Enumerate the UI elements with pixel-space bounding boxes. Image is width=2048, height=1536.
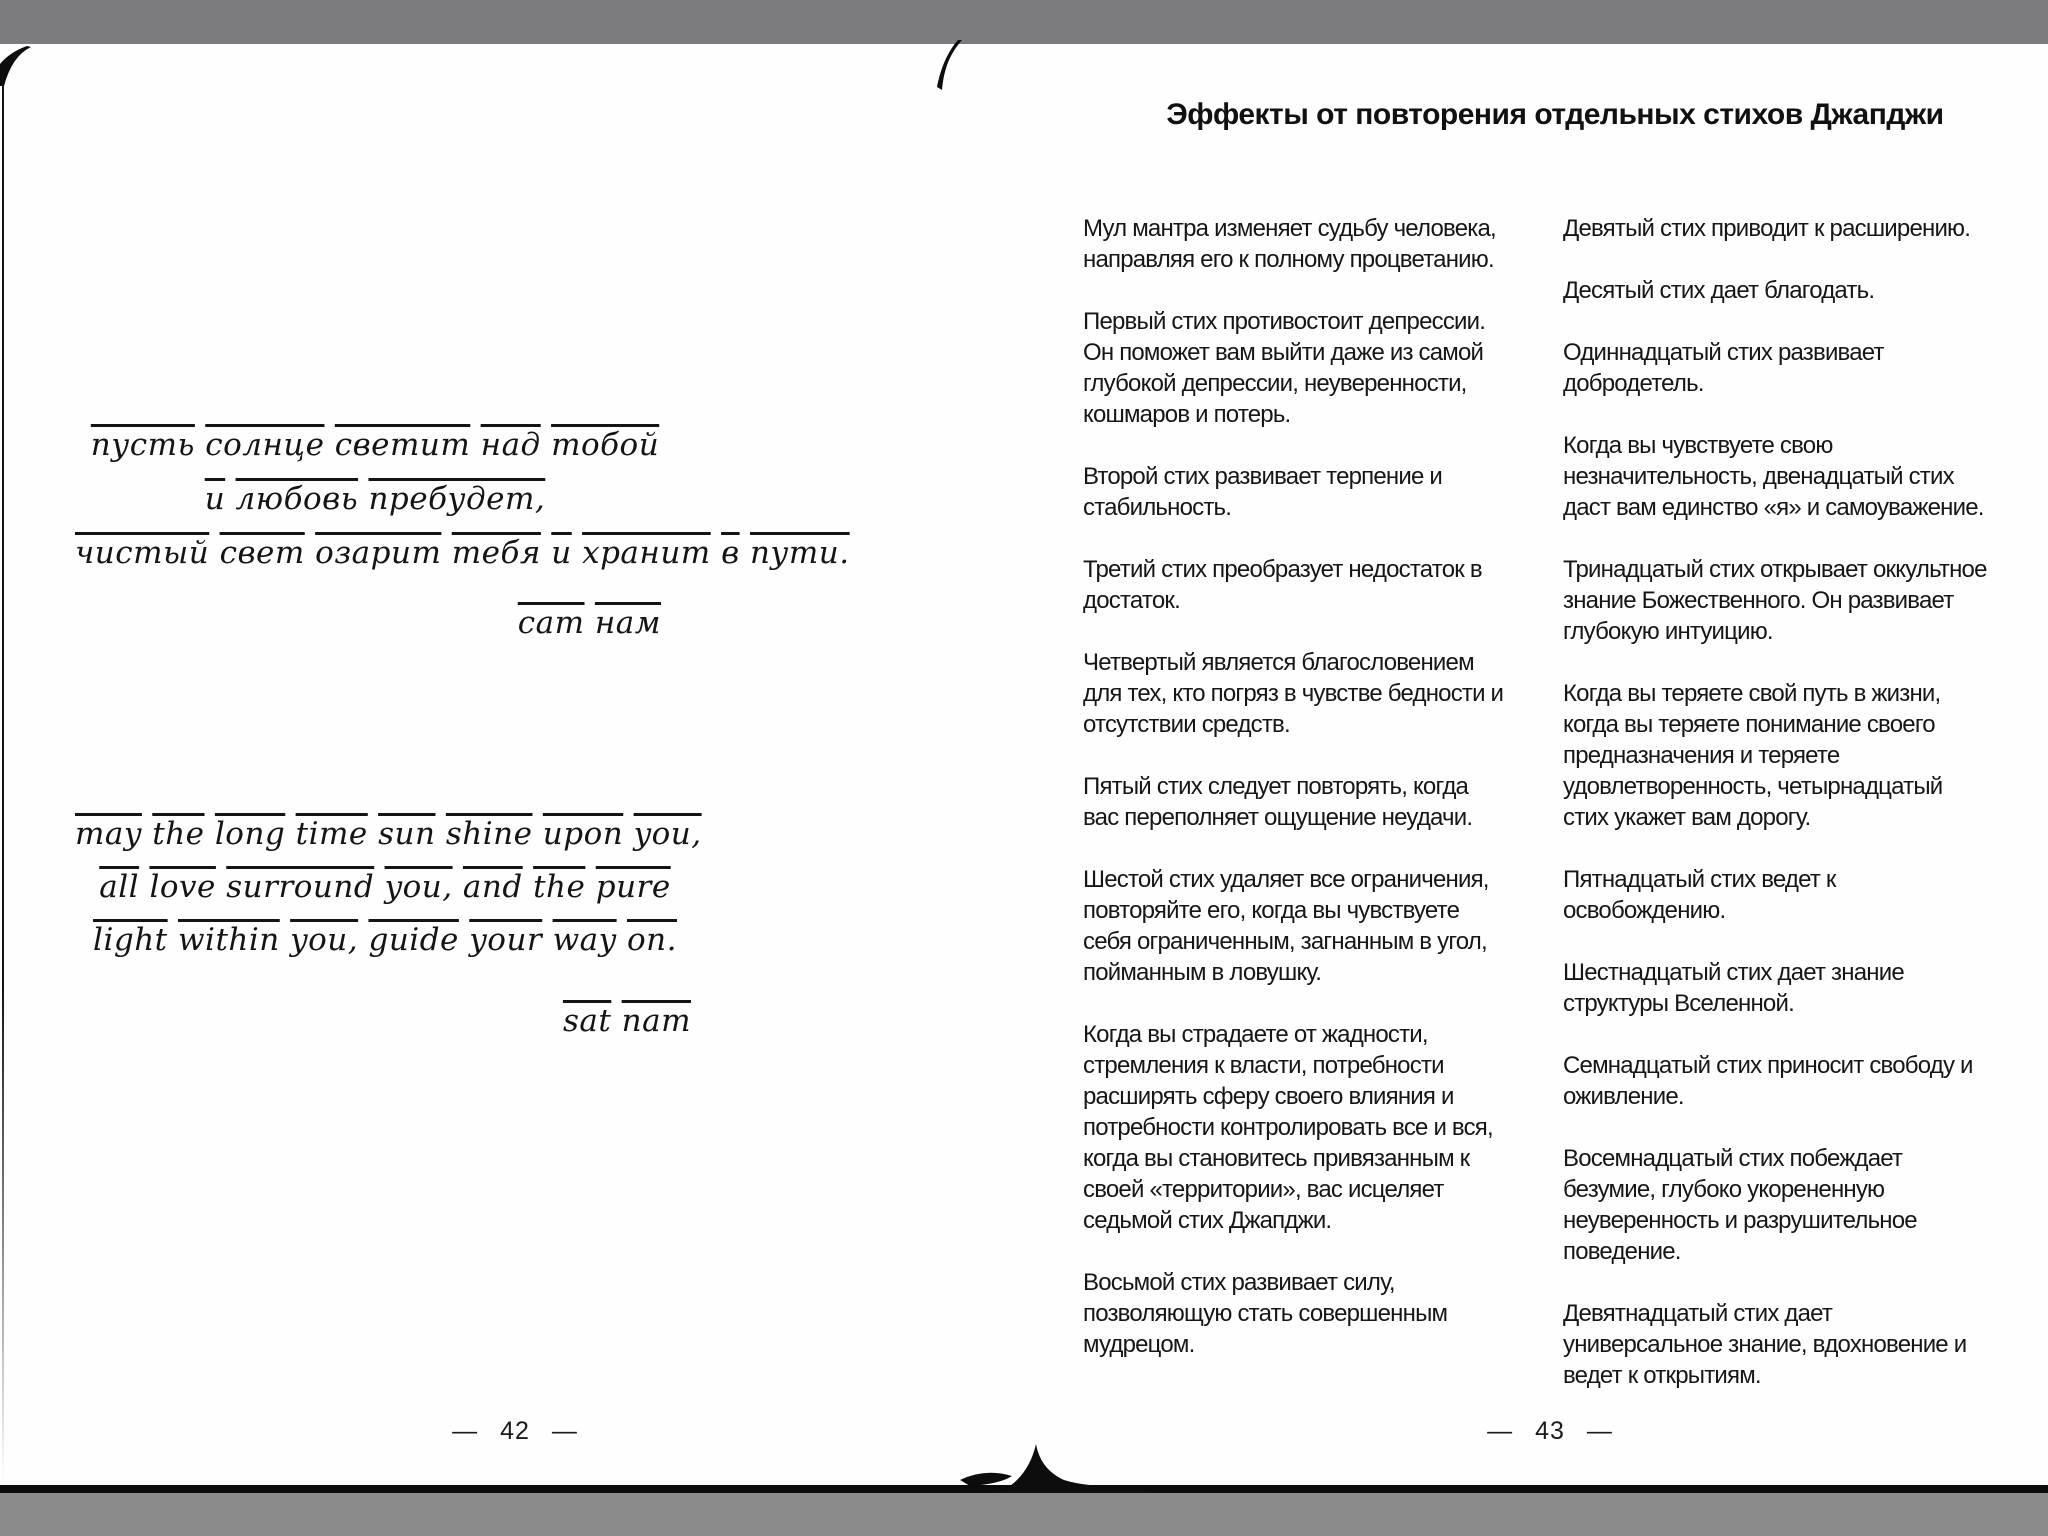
scan-curl-top-gutter-icon: [935, 40, 971, 96]
decor-word: $\overline{the}$: [152, 816, 205, 852]
russian-blessing-block: [75, 418, 850, 650]
english-blessing-line: [75, 808, 702, 861]
verse-effect-paragraph: Шестнадцатый стих дает знание структуры Вселенной.: [1563, 959, 1904, 1017]
decor-word: любовь: [235, 481, 359, 517]
decor-word: пребудет,: [368, 481, 546, 517]
decor-word: $\overline{and}$: [462, 869, 523, 905]
decor-word: свет: [219, 535, 305, 571]
decor-word: озарит: [315, 535, 442, 571]
verse-effect-paragraph: Девятый стих приводит к расширению.: [1563, 215, 1971, 242]
decor-word: you,: [384, 869, 453, 905]
russian-blessing-line: [75, 418, 675, 472]
english-blessing-line: [75, 861, 695, 914]
verse-effects-column-left: [1083, 213, 1505, 1391]
scan-curl-top-left-icon: [0, 42, 40, 102]
verse-effects-column-right: [1563, 213, 1990, 1422]
decor-word: shine: [445, 816, 533, 852]
verse-effect-paragraph: Первый стих противостоит депрессии. Он поможет вам выйти даже из самой глубокой депрессии, неуверенности, кошмаров и потерь.: [1083, 308, 1486, 428]
verse-effect-paragraph: Тринадцатый стих открывает оккультное знание Божественного. Он развивает глубокую интуицию.: [1563, 556, 1987, 645]
decor-word: над: [480, 427, 541, 463]
verse-effect-paragraph: Пятнадцатый стих ведет к освобождению.: [1563, 866, 1836, 924]
decor-word: чистый: [75, 535, 210, 571]
page-title: Эффекты от повторения отдельных стихов Джапджи: [1166, 98, 1944, 131]
decor-word: long: [214, 816, 286, 852]
decor-word: upon: [542, 816, 624, 852]
decor-word: $\overline{sun}$: [378, 816, 436, 852]
decor-word: солнце: [205, 427, 325, 463]
verse-effect-paragraph: Восемнадцатый стих побеждает безумие, глубоко укорененную неуверенность и разрушительное поведение.: [1563, 1145, 1917, 1265]
decor-word: $\overline{nam}$: [621, 1003, 691, 1039]
decor-word: нам: [594, 605, 661, 641]
verse-effect-paragraph: Четвертый является благословением для тех, кто погряз в чувстве бедности и отсутствии средств.: [1083, 649, 1504, 738]
decor-word: хранит: [582, 535, 711, 571]
decor-word: your: [469, 922, 543, 958]
scan-background-top-band: [0, 0, 2048, 44]
verse-effect-paragraph: Одиннадцатый стих развивает добродетель.: [1563, 339, 1884, 397]
decor-word: светит: [334, 427, 471, 463]
decor-word: тобой: [551, 427, 660, 463]
decor-word: love: [149, 869, 216, 905]
page-left-edge-line: [2, 86, 4, 1481]
verse-effect-paragraph: Мул мантра изменяет судьбу человека, направляя его к полному процветанию.: [1083, 215, 1496, 273]
english-blessing-line: [75, 914, 695, 967]
decor-word: в: [721, 535, 740, 571]
decor-word: $\overline{all}$: [99, 869, 140, 905]
russian-blessing-line: [75, 526, 850, 580]
verse-effect-paragraph: Шестой стих удаляет все ограничения, повторяйте его, когда вы чувствуете себя ограниченным, загнанным в угол, пойманным в ловушку.: [1083, 866, 1489, 986]
english-blessing-block: [75, 808, 702, 1048]
verse-effect-paragraph: Когда вы теряете свой путь в жизни, когда вы теряете понимание своего предназначения и теряете удовлетворенность, четырнадцатый стих укажет вам дорогу.: [1563, 680, 1943, 831]
decor-word: пути.: [749, 535, 850, 571]
decor-word: you,: [633, 816, 702, 852]
russian-blessing-lines: [75, 418, 850, 580]
decor-word: сат: [517, 605, 585, 641]
decor-word: within: [178, 922, 280, 958]
verse-effect-paragraph: Второй стих развивает терпение и стабильность.: [1083, 463, 1442, 521]
decor-word: time: [295, 816, 368, 852]
decor-word: guide: [368, 922, 459, 958]
decor-word: и: [204, 481, 226, 517]
decor-word: $\overline{sat}$: [562, 1003, 612, 1039]
english-blessing-lines: [75, 808, 702, 967]
verse-effect-paragraph: Девятнадцатый стих дает универсальное знание, вдохновение и ведет к открытиям.: [1563, 1300, 1967, 1389]
verse-effect-paragraph: Пятый стих следует повторять, когда вас переполняет ощущение неудачи.: [1083, 773, 1473, 831]
scan-curl-bottom-gutter-icon: [940, 1438, 1180, 1493]
decor-word: light: [93, 922, 168, 958]
verse-effect-paragraph: Семнадцатый стих приносит свободу и оживление.: [1563, 1052, 1973, 1110]
decor-word: и: [551, 535, 572, 571]
decor-word: $\overline{the}$: [533, 869, 586, 905]
english-blessing-signature: [75, 995, 695, 1048]
scan-background-bottom-band: [0, 1493, 2048, 1536]
page-number-42: — 42 —: [452, 1417, 578, 1445]
verse-effect-paragraph: Десятый стих дает благодать.: [1563, 277, 1875, 304]
decor-word: pure: [595, 869, 671, 905]
verse-effect-paragraph: Восьмой стих развивает силу, позволяющую стать совершенным мудрецом.: [1083, 1269, 1448, 1358]
russian-blessing-signature: [75, 596, 675, 650]
verse-effect-paragraph: Когда вы страдаете от жадности, стремления к власти, потребности расширять сферу своего влияния и потребности контролировать все и вся, когда вы становитесь привязанным к своей «территории», вас исцеляет седьмой стих Джапджи.: [1083, 1021, 1493, 1234]
decor-word: you,: [290, 922, 359, 958]
decor-word: on.: [626, 922, 677, 958]
verse-effect-paragraph: Когда вы чувствуете свою незначительность, двенадцатый стих даст вам единство «я» и самоуважение.: [1563, 432, 1984, 521]
decor-word: $\overline{may}$: [75, 816, 142, 852]
decor-word: тебя: [451, 535, 541, 571]
decor-word: $\overline{way}$: [552, 922, 617, 958]
decor-word: пусть: [90, 427, 195, 463]
decor-word: surround: [226, 869, 375, 905]
page-number-43: — 43 —: [1487, 1417, 1613, 1445]
russian-blessing-line: [75, 472, 675, 526]
verse-effect-paragraph: Третий стих преобразует недостаток в достаток.: [1083, 556, 1482, 614]
